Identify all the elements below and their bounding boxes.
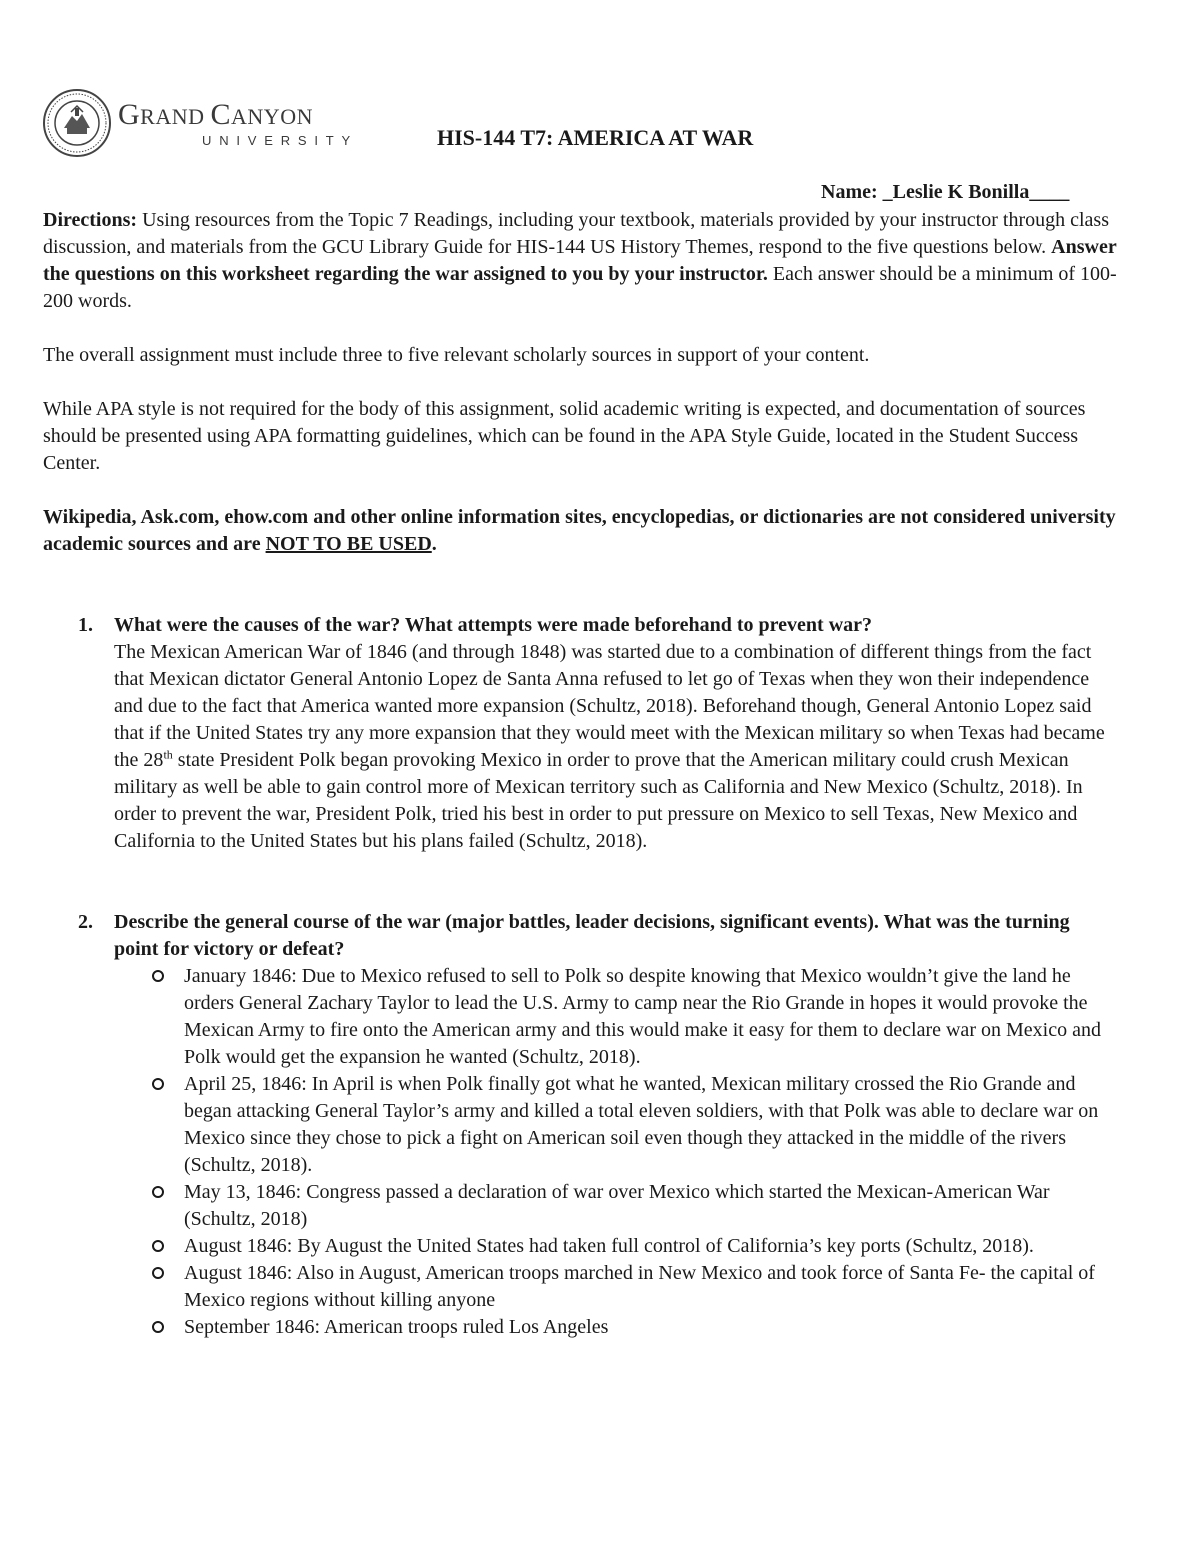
bullet-circle-icon [152,1186,164,1198]
bullet-circle-icon [152,1267,164,1279]
apa-paragraph: While APA style is not required for the body of this assignment, solid academic writing is expected, and documentation of sources should be presented using APA formatting guidelines, which can be found in the APA Style Guide, located in the Student Success Center. [43,398,1086,474]
list-item: August 1846: By August the United States had taken full control of California’s key ports (Schultz, 2018). [114,1233,1118,1260]
question-1 [43,612,1118,855]
not-to-be-used-text: NOT TO BE USED [265,533,432,555]
directions-label: Directions: [43,209,138,231]
worksheet-content [43,207,1118,1341]
question-2 [43,909,1118,1341]
document-title: HIS-144 T7: AMERICA AT WAR [437,125,754,150]
university-seal-icon [42,88,112,158]
directions-emphasis: Answer the questions on this worksheet regarding the war assigned to you by your instructor. [43,236,1117,285]
sources-paragraph: The overall assignment must include three to five relevant scholarly sources in support of your content. [43,344,870,366]
question-number: 1. [78,614,93,636]
logo-university-text: UNIVERSITY [202,133,359,148]
bullet-circle-icon [152,1240,164,1252]
list-item: September 1846: American troops ruled Los Angeles [114,1314,1118,1341]
logo-wordmark: GRAND CANYON [118,98,313,131]
timeline-list [114,963,1118,1341]
bullet-circle-icon [152,1078,164,1090]
list-item: May 13, 1846: Congress passed a declaration of war over Mexico which started the Mexican-American War (Schultz, 2018) [114,1179,1118,1233]
question-text: What were the causes of the war? What attempts were made beforehand to prevent war? [114,614,873,636]
student-name-line: Name: _Leslie K Bonilla____ [821,181,1070,203]
list-item: August 1846: Also in August, American troops marched in New Mexico and took force of Santa Fe- the capital of Mexico regions without killing anyone [114,1260,1118,1314]
bullet-circle-icon [152,970,164,982]
list-item: April 25, 1846: In April is when Polk finally got what he wanted, Mexican military crossed the Rio Grande and began attacking General Taylor’s army and killed a total eleven soldiers, with that Polk was able to declare war on Mexico since they chose to pick a fight on American soil even though they attacked in the middle of the rivers (Schultz, 2018). [114,1071,1118,1179]
list-item: January 1846: Due to Mexico refused to sell to Polk so despite knowing that Mexico wouldn’t give the land he orders General Zachary Taylor to lead the U.S. Army to camp near the Rio Grande in hopes it would provoke the Mexican Army to fire onto the American army and this would make it easy for them to declare war on Mexico and Polk would get the expansion he wanted (Schultz, 2018). [114,963,1118,1071]
gcu-logo [42,88,362,158]
question-number: 2. [78,911,93,933]
source-warning: Wikipedia, Ask.com, ehow.com and other online information sites, encyclopedias, or dictionaries are not considered university academic sources and are NOT TO BE USED. [43,506,1116,555]
directions-paragraph: Directions: Using resources from the Topic 7 Readings, including your textbook, materials provided by your instructor through class discussion, and materials from the GCU Library Guide for HIS-144 US History Themes, respond to the five questions below. Answer the questions on this worksheet regarding the war assigned to you by your instructor. Each answer should be a minimum of 100-200 words. [43,209,1117,312]
answer-text: The Mexican American War of 1846 (and through 1848) was started due to a combination of different things from the fact that Mexican dictator General Antonio Lopez de Santa Anna refused to let go of Texas when they won their independence and due to the fact that America wanted more expansion (Schultz, 2018). Beforehand though, General Antonio Lopez said that if the United States try any more expansion that they would meet with the Mexican military so when Texas had became the 28th state President Polk began provoking Mexico in order to prove that the American military could crush Mexican military as well be able to gain control more of Mexican territory such as California and New Mexico (Schultz, 2018). In order to prevent the war, President Polk, tried his best in order to put pressure on Mexico to sell Texas, New Mexico and California to the United States but his plans failed (Schultz, 2018). [114,641,1105,852]
question-text: Describe the general course of the war (major battles, leader decisions, significant events). What was the turning point for victory or defeat? [114,911,1070,960]
bullet-circle-icon [152,1321,164,1333]
